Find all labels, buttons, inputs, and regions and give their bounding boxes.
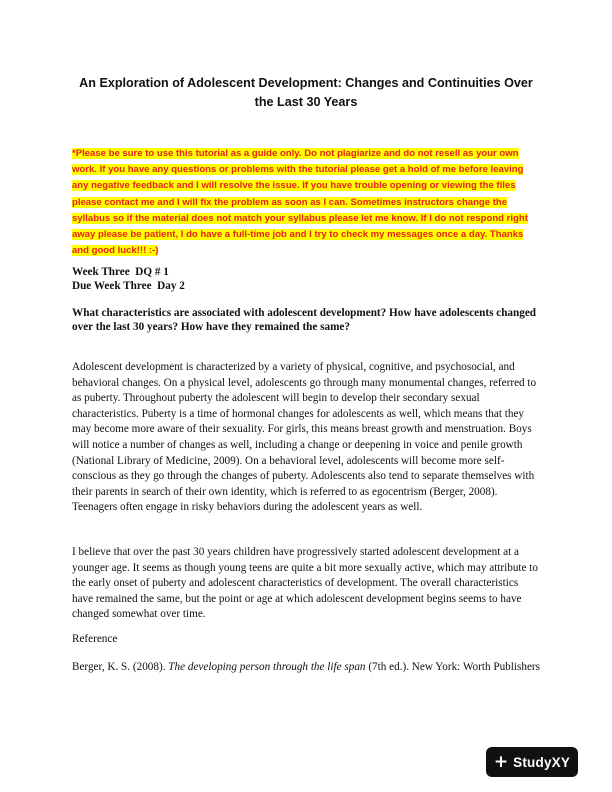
disclaimer-notice [72, 146, 542, 259]
assignment-info [72, 265, 542, 293]
body-paragraph-2: I believe that over the past 30 years children have progressively started adolescent development at a younger age. It seems as though young teens are quite a bit more sexually active, which may attribute to the early onset of puberty and adolescent characteristics of development. The overall characteristics have remained the same, but the point or age at which adolescent development begins seems to have changed somewhat over time. [72, 546, 539, 621]
document-title: An Exploration of Adolescent Development: Changes and Continuities Over the Last 30 Years [79, 76, 533, 109]
reference-entry [72, 660, 542, 675]
studyxy-badge[interactable] [486, 747, 578, 777]
reference-heading: Reference [72, 633, 118, 645]
week-line: Week Three DQ # 1 [72, 266, 169, 278]
due-line: Due Week Three Day 2 [72, 280, 185, 292]
reference-prefix: Berger, K. S. (2008). [72, 661, 169, 673]
badge-label: StudyXY [513, 754, 571, 770]
discussion-question: What characteristics are associated with adolescent development? How have adolescents changed over the last 30 years? How have they remained the same? [72, 307, 537, 334]
reference-suffix: (7th ed.). New York: Worth Publishers [365, 661, 540, 673]
reference-book-title: The developing person through the life span [168, 661, 366, 673]
body-paragraph-1: Adolescent development is characterized by a variety of physical, cognitive, and psychosocial, and behavioral changes. On a physical level, adolescents go through many monumental changes, referred to as puberty. Throughout puberty the adolescent will begin to develop their secondary sexual characteristics. Puberty is a time of hormonal changes for adolescents as well, which means that they may become more aware of their sexuality. For girls, this means breast growth and menstruation. Boys will notice a number of changes as well, including a change or deepening in voice and penile growth (National Library of Medicine, 2009). On a behavioral level, adolescents will become more self-conscious as they go through the changes of puberty. Adolescents also tend to separate themselves with their parents in search of their own identity, which is referred to as egocentrism (Berger, 2008). Teenagers often engage in risky behaviors during the adolescent years as well. [72, 361, 537, 514]
plus-icon: + [493, 751, 509, 772]
notice-text: *Please be sure to use this tutorial as a guide only. Do not plagiarize and do not resell as your own work. If you have any questions or problems with the tutorial please get a hold of me before leaving any negative feedback and I will resolve the issue. If you have trouble opening or viewing the files please contact me and I will fix the problem as soon as I can. Sometimes instructors change the syllabus so if the material does not match your syllabus please let me know. If I do not respond right away please be patient, I do have a full-time job and I try to check my messages once a day. Thanks and good luck!!! :-) [72, 148, 528, 257]
